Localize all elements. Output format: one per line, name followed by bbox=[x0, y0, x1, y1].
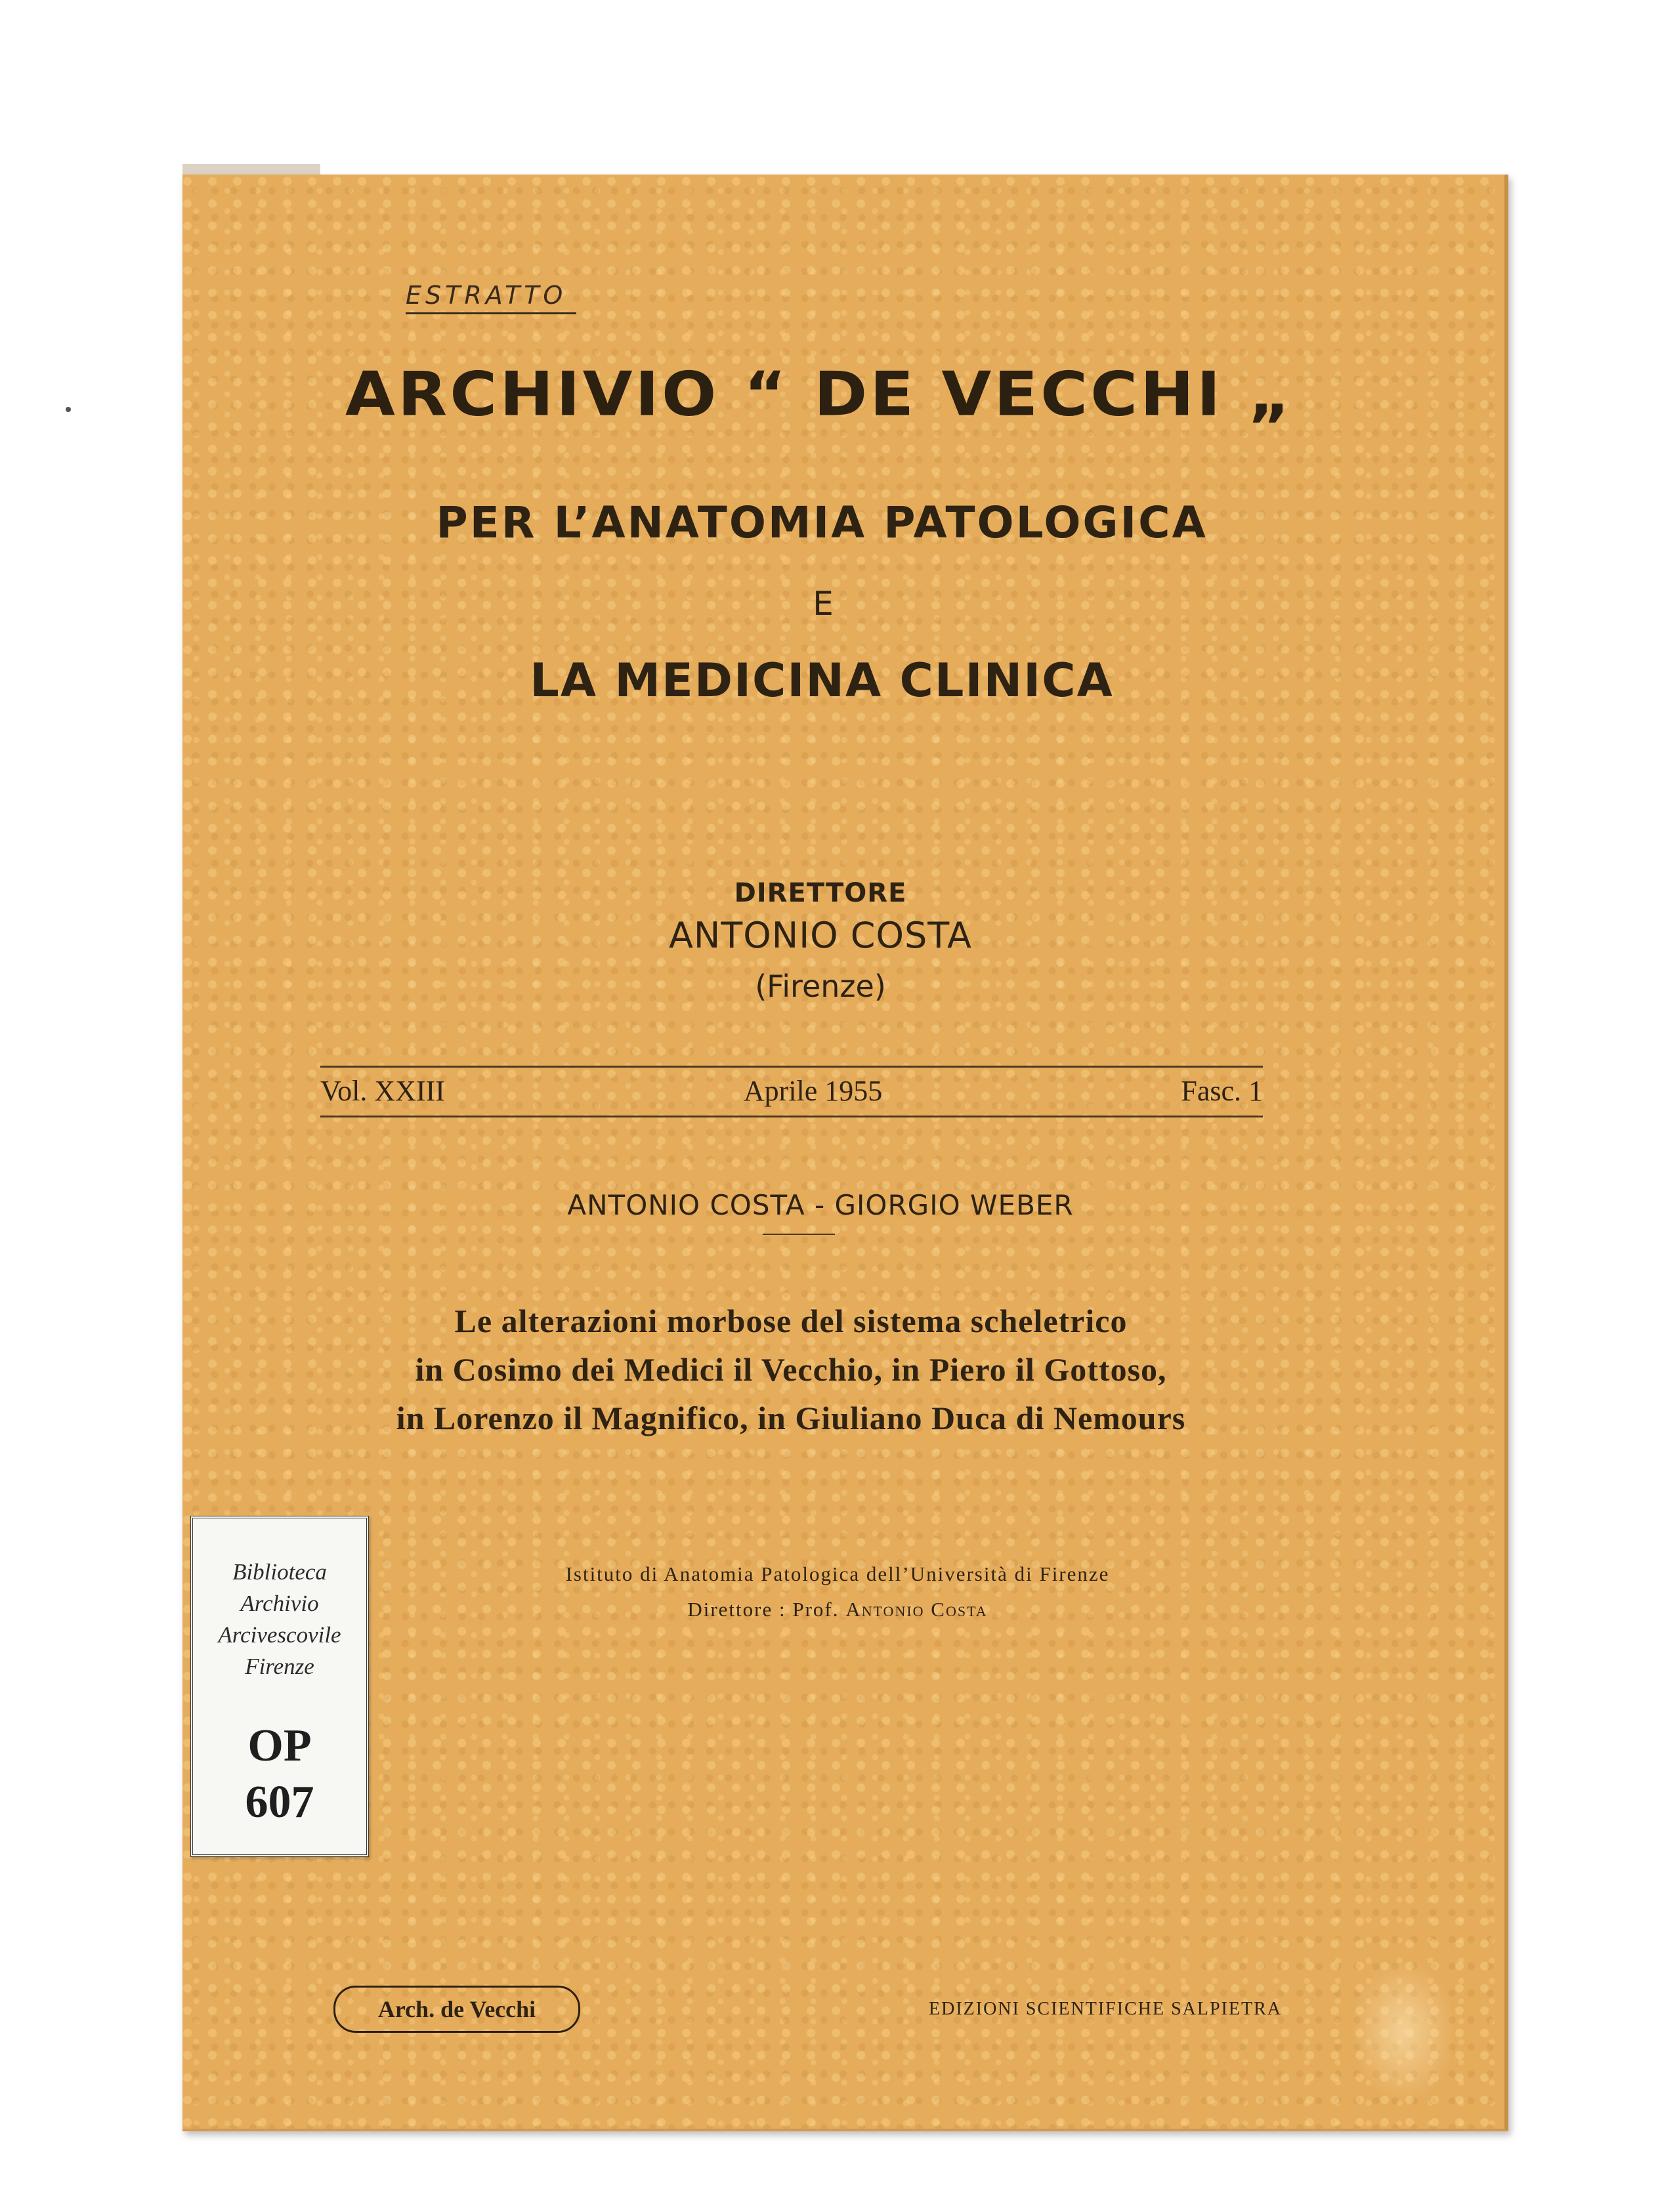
article-authors: ANTONIO COSTA - GIORGIO WEBER bbox=[567, 1189, 1074, 1221]
journal-conjunction: E bbox=[813, 585, 834, 623]
issue-date: Aprile 1955 bbox=[743, 1074, 883, 1107]
director-name: ANTONIO COSTA bbox=[668, 915, 973, 956]
issue-info-row bbox=[320, 1071, 1263, 1110]
article-title-line: Le alterazioni morbose del sistema scheletrico bbox=[454, 1303, 1128, 1339]
label-line: Biblioteca bbox=[232, 1559, 327, 1585]
label-line: Archivio bbox=[240, 1591, 319, 1616]
institute-director-prefix: Direttore : Prof. bbox=[687, 1598, 840, 1621]
institute-director bbox=[445, 1592, 1230, 1627]
journal-badge: Arch. de Vecchi bbox=[333, 1986, 580, 2033]
paper-stain bbox=[1351, 1959, 1456, 2104]
label-line: Firenze bbox=[245, 1654, 314, 1679]
article-title-line: in Lorenzo il Magnifico, in Giuliano Duca di Nemours bbox=[396, 1400, 1186, 1436]
bottom-rule bbox=[320, 1116, 1263, 1117]
shelf-code bbox=[193, 1718, 366, 1831]
booklet-cover bbox=[182, 175, 1508, 2131]
institute-name: Istituto di Anatomia Patologica dell’Università di Firenze bbox=[565, 1562, 1110, 1585]
article-title-line: in Cosimo dei Medici il Vecchio, in Piero il Gottoso, bbox=[415, 1351, 1167, 1388]
authors-divider bbox=[763, 1234, 835, 1235]
dust-speck bbox=[66, 407, 71, 412]
library-shelf-label bbox=[190, 1516, 369, 1857]
director-label: DIRETTORE bbox=[734, 878, 907, 908]
estratto-stamp: ESTRATTO bbox=[406, 281, 576, 314]
shelf-code-number: 607 bbox=[245, 1777, 314, 1827]
fascicle-number: Fasc. 1 bbox=[1181, 1074, 1263, 1107]
journal-subtitle-2: LA MEDICINA CLINICA bbox=[530, 654, 1114, 707]
shelf-code-prefix: OP bbox=[247, 1721, 312, 1771]
publisher-name: EDIZIONI SCIENTIFICHE SALPIETRA bbox=[929, 1999, 1282, 2019]
director-city: (Firenze) bbox=[755, 969, 886, 1004]
institute-block bbox=[445, 1556, 1230, 1627]
label-line: Arcivescovile bbox=[218, 1622, 341, 1648]
journal-subtitle-1: PER L’ANATOMIA PATOLOGICA bbox=[436, 497, 1208, 548]
volume-number: Vol. XXIII bbox=[320, 1074, 445, 1107]
journal-title: ARCHIVIO “ DE VECCHI „ bbox=[345, 358, 1294, 430]
top-rule bbox=[320, 1066, 1263, 1068]
institute-director-name: Antonio Costa bbox=[845, 1598, 988, 1621]
article-title bbox=[301, 1297, 1281, 1442]
